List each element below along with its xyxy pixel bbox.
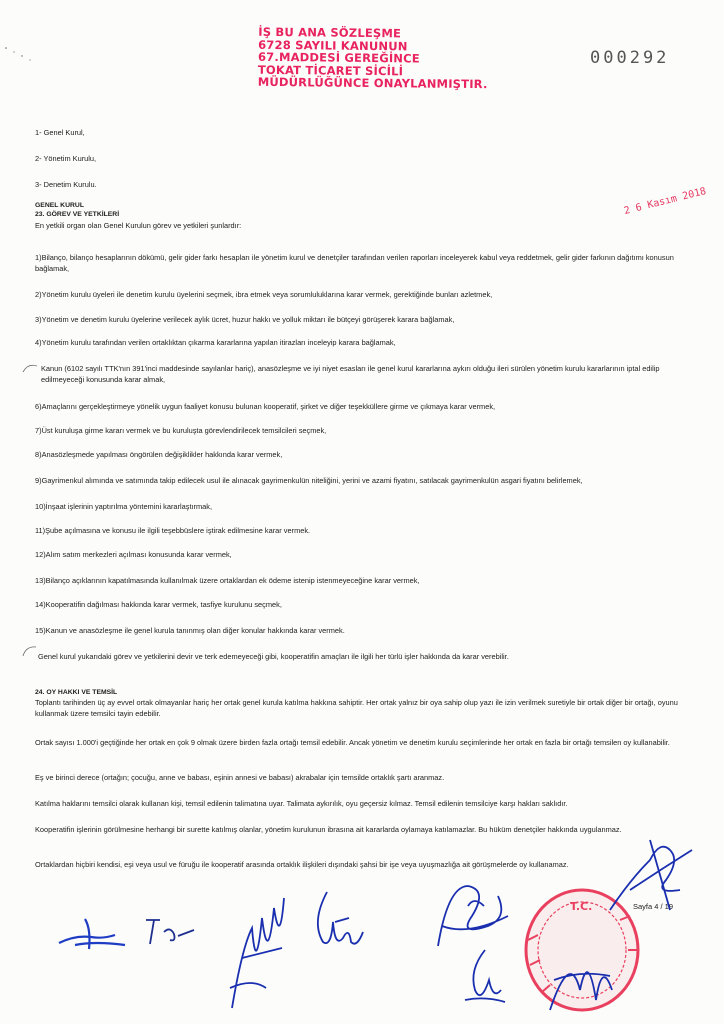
- duty-item: 11)Şube açılmasına ve konusu ile ilgili teşebbüslere iştirak edilmesine karar vermek.: [35, 526, 311, 535]
- signature-icon: [222, 888, 297, 1018]
- margin-mark-icon: [20, 642, 40, 662]
- section-title: 24. OY HAKKI VE TEMSİL: [35, 689, 118, 696]
- organ-item: 1- Genel Kurul,: [35, 128, 85, 137]
- section-intro: En yetkili organ olan Genel Kurulun görev ve yetkileri şunlardır:: [35, 221, 242, 230]
- date-stamp: 2 6 Kasım 2018: [622, 185, 708, 218]
- section-paragraph: Kooperatifin işlerinin görülmesine herhangi bir surette katılmış olanlar, yönetim kurulunun ibrasına ait kararlarda oylamaya katılamazlar. Bu hüküm denetçiler hakkında uygulanmaz.: [35, 825, 622, 834]
- document-number: 000292: [590, 48, 670, 68]
- duty-item: Kanun (6102 sayılı TTK'nın 391'inci maddesinde sayılanlar hariç), anasözleşme ve iyi niyet esasları ile genel kurul kararlarına aykırı olduğu ileri sürülen yönetim kurulu kararlarının iptal edilip edilmeyeceği konusunda karar almak,: [41, 364, 660, 384]
- approval-stamp-line: TOKAT TİCARET SİCİLİ: [257, 62, 404, 78]
- organ-item: 3- Denetim Kurulu.: [35, 180, 97, 189]
- approval-stamp-line: İŞ BU ANA SÖZLEŞME: [258, 24, 402, 41]
- section-paragraph: Ortak sayısı 1.000'i geçtiğinde her ortak en çok 9 olmak üzere birden fazla ortağı temsil edebilir. Ancak yönetim ve denetim kurulu seçimlerinde her ortak en fazla bir ortağı temsilen oy kullanabilir.: [35, 738, 670, 747]
- section-paragraph: Ortaklardan hiçbiri kendisi, eşi veya usul ve füruğu ile kooperatif arasında ortaklık ilişkileri dışındaki şahsi bir işe veya uyuşmazlığa ait görüşmelerde oy kullanamaz.: [35, 860, 569, 869]
- signature-icon: [540, 930, 620, 1020]
- section-paragraph: Katılma haklarını temsilci olarak kullanan kişi, temsil edilenin talimatına uyar. Talimata aykırılık, oyu geçersiz kılmaz. Temsil edilenin temsilciye karşı hakları saklıdır.: [35, 799, 568, 808]
- duty-item: 12)Alım satım merkezleri açılması konusunda karar vermek,: [35, 550, 232, 559]
- margin-mark-icon: [20, 360, 40, 380]
- duty-item: Genel kurul yukarıdaki görev ve yetkilerini devir ve terk edemeyeceği gibi, kooperatifin amaçları ile ilgili her türlü işler hakkında da karar verebilir.: [38, 652, 509, 661]
- signature-icon: [455, 940, 515, 1010]
- page-number: Sayfa 4 / 19: [633, 902, 674, 911]
- signature-icon: [305, 882, 375, 962]
- signature-icon: [55, 905, 135, 955]
- section-heading: GENEL KURUL: [35, 202, 84, 209]
- duty-item: 1)Bilanço, bilanço hesaplarının dökümü, gelir gider farkı hesapları ile yönetim kurul ve denetçiler tarafından verilen raporları inceleyerek kabul veya reddetmek, gelir gider farkının dağıtımı konusun bağlamak,: [35, 253, 674, 273]
- duty-item: 14)Kooperatifin dağılması hakkında karar vermek, tasfiye kurulunu seçmek,: [35, 600, 282, 609]
- signature-icon: [140, 910, 200, 950]
- seal-text: T.C.: [570, 900, 593, 913]
- section-paragraph: Eş ve birinci derece (ortağın; çocuğu, anne ve babası, eşinin annesi ve babası) akrabalar için temsilde ortaklık şartı aranmaz.: [35, 773, 445, 782]
- duty-item: 8)Anasözleşmede yapılması öngörülen değişiklikler hakkında karar vermek,: [35, 450, 283, 459]
- duty-item: 9)Gayrimenkul alımında ve satımında takip edilecek usul ile alınacak gayrimenkulün niteliğini, yerini ve azami fiyatını, satılacak gayrimenkulün asgari fiyatını belirlemek,: [35, 476, 583, 485]
- approval-stamp-line: 6728 SAYILI KANUNUN: [258, 37, 408, 53]
- duty-item: 3)Yönetim ve denetim kurulu üyelerine verilecek aylık ücret, huzur hakkı ve yolluk miktarı ile bütçeyi görüşerek karara bağlamak,: [35, 315, 455, 324]
- duty-item: 15)Kanun ve anasözleşme ile genel kurula tanınmış olan diğer konular hakkında karar vermek.: [35, 626, 345, 635]
- approval-stamp: [258, 26, 489, 91]
- duty-item: 7)Üst kuruluşa girme kararı vermek ve bu kuruluşta görevlendirilecek temsilcileri seçmek,: [35, 426, 327, 435]
- duty-item: 6)Amaçlarını gerçekleştirmeye yönelik uygun faaliyet konusu bulunan kooperatif, şirket ve diğer teşekküllere girme ve çıkmaya karar vermek,: [35, 402, 496, 411]
- organ-item: 2- Yönetim Kurulu,: [35, 154, 97, 163]
- section-title: 23. GÖREV VE YETKİLERİ: [35, 211, 120, 218]
- approval-stamp-line: MÜDÜRLÜĞÜNCE ONAYLANMIŞTIR.: [257, 74, 488, 92]
- duty-item: 4)Yönetim kurulu tarafından verilen ortaklıktan çıkarma kararlarına yapılan itirazları inceleyip karara bağlamak,: [35, 338, 396, 347]
- duty-item: 2)Yönetim kurulu üyeleri ile denetim kurulu üyelerini seçmek, ibra etmek veya sorumluluklarına karar vermek, gerektiğinde bunları azletmek,: [35, 290, 493, 299]
- approval-stamp-line: 67.MADDESİ GEREĞİNCE: [257, 49, 420, 66]
- section-paragraph: Toplantı tarihinden üç ay evvel ortak olmayanlar hariç her ortak genel kurula katılma hakkına sahiptir. Her ortak yalnız bir oya sahip olup yazı ile izin verilmek suretiyle bir ortak diğer bir ortağı, oyunu kullanmak üzere temsilci tayin edebilir.: [35, 698, 678, 718]
- duty-item: 13)Bilanço açıklarının kapatılmasında kullanılmak üzere ortaklardan ek ödeme istenip istenmeyeceğine karar vermek,: [35, 576, 420, 585]
- signature-icon: [600, 820, 700, 920]
- duty-item: 10)İnşaat işlerinin yaptırılma yöntemini kararlaştırmak,: [35, 502, 213, 511]
- scan-speckle-icon: [0, 40, 40, 70]
